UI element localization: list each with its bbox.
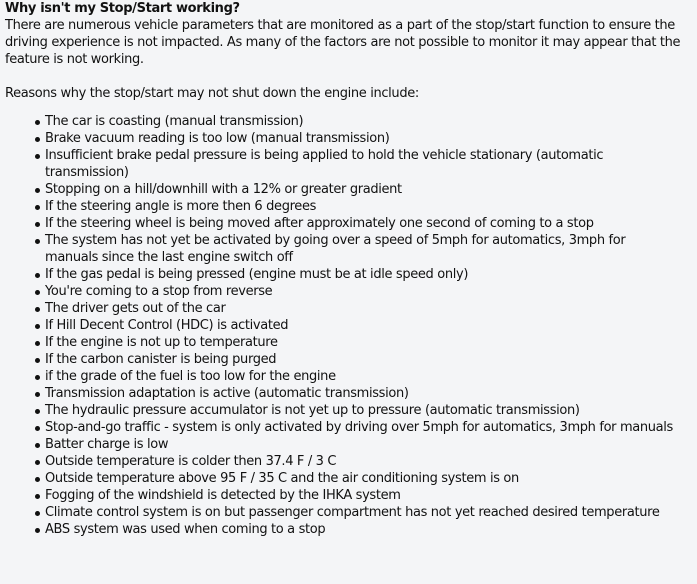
reasons-lead-text: Reasons why the stop/start may not shut down the engine include:: [5, 86, 419, 101]
list-item: Stop-and-go traffic - system is only activated by driving over 5mph for automatics, 3mph for manuals: [45, 419, 675, 436]
reasons-list: [5, 113, 675, 538]
list-item: Batter charge is low: [45, 436, 675, 453]
list-item: If the engine is not up to temperature: [45, 334, 675, 351]
list-item: Insufficient brake pedal pressure is being applied to hold the vehicle stationary (automatic transmission): [45, 147, 675, 181]
list-item: The hydraulic pressure accumulator is not yet up to pressure (automatic transmission): [45, 402, 675, 419]
paragraph-spacer: [5, 68, 697, 85]
list-item: If the steering angle is more then 6 degrees: [45, 198, 675, 215]
list-item: Fogging of the windshield is detected by the IHKA system: [45, 487, 675, 504]
list-item: Outside temperature above 95 F / 35 C and the air conditioning system is on: [45, 470, 675, 487]
list-item: If the carbon canister is being purged: [45, 351, 675, 368]
list-item: Stopping on a hill/downhill with a 12% or greater gradient: [45, 181, 675, 198]
list-item: If the steering wheel is being moved after approximately one second of coming to a stop: [45, 215, 675, 232]
list-item: if the grade of the fuel is too low for the engine: [45, 368, 675, 385]
list-item: Outside temperature is colder then 37.4 F / 3 C: [45, 453, 675, 470]
list-item: Transmission adaptation is active (automatic transmission): [45, 385, 675, 402]
list-item: The car is coasting (manual transmission): [45, 113, 675, 130]
list-item: ABS system was used when coming to a stop: [45, 521, 675, 538]
list-item: Climate control system is on but passenger compartment has not yet reached desired temperature: [45, 504, 675, 521]
article-title: Why isn't my Stop/Start working?: [5, 1, 240, 16]
list-item: Brake vacuum reading is too low (manual transmission): [45, 130, 675, 147]
list-item: If Hill Decent Control (HDC) is activated: [45, 317, 675, 334]
list-item: You're coming to a stop from reverse: [45, 283, 675, 300]
list-item: The system has not yet be activated by going over a speed of 5mph for automatics, 3mph for manuals since the last engine switch off: [45, 232, 675, 266]
list-item: The driver gets out of the car: [45, 300, 675, 317]
intro-paragraph: There are numerous vehicle parameters that are monitored as a part of the stop/start function to ensure the driving experience is not impacted. As many of the factors are not possible to monitor it may appear that the feature is not working.: [5, 18, 681, 67]
list-item: If the gas pedal is being pressed (engine must be at idle speed only): [45, 266, 675, 283]
